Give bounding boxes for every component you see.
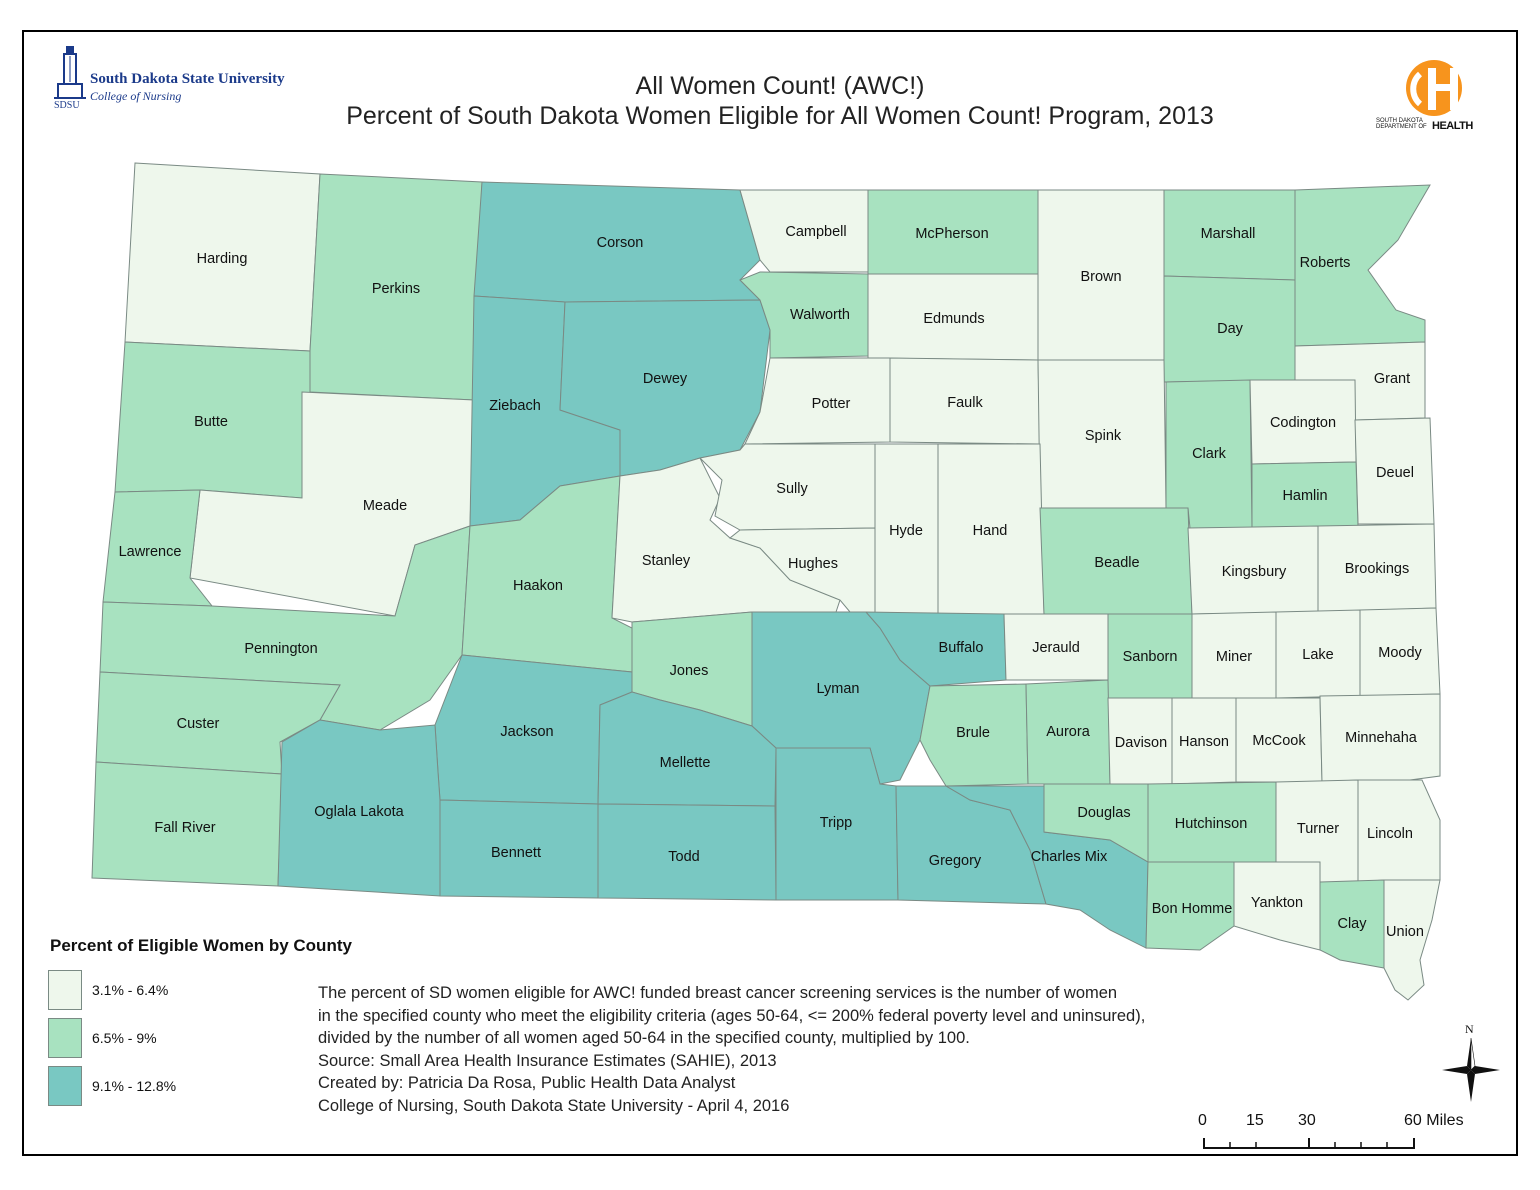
- author-line: Created by: Patricia Da Rosa, Public Health Data Analyst: [318, 1074, 736, 1092]
- county-label-sully: Sully: [776, 481, 808, 497]
- county-label-walworth: Walworth: [790, 307, 850, 323]
- note-line: in the specified county who meet the eligibility criteria (ages 50-64, <= 200% federal poverty level and uninsured),: [318, 1006, 1146, 1025]
- county-label-brown: Brown: [1080, 269, 1122, 285]
- county-label-gregory: Gregory: [928, 853, 982, 869]
- county-label-todd: Todd: [668, 849, 700, 865]
- county-label-jerauld: Jerauld: [1032, 640, 1080, 656]
- sdsu-college: College of Nursing: [90, 89, 182, 103]
- health-dept-text: SOUTH DAKOTA DEPARTMENT OF: [1376, 118, 1427, 130]
- note-line: The percent of SD women eligible for AWC! funded breast cancer screening services is the number of women: [318, 984, 1118, 1002]
- county-label-deuel: Deuel: [1376, 465, 1414, 481]
- methodology-note: [318, 982, 1318, 1117]
- note-line: divided by the number of all women aged 50-64 in the specified county, multiplied by 100.: [318, 1029, 970, 1047]
- county-label-jackson: Jackson: [500, 724, 554, 740]
- county-label-kingsbury: Kingsbury: [1221, 564, 1287, 580]
- county-label-perkins: Perkins: [371, 281, 421, 297]
- county-label-custer: Custer: [176, 716, 220, 732]
- county-label-pennington: Pennington: [244, 641, 318, 657]
- county-label-sanborn: Sanborn: [1122, 649, 1178, 665]
- county-label-douglas: Douglas: [1077, 805, 1131, 821]
- county-label-hamlin: Hamlin: [1282, 488, 1328, 504]
- county-label-hyde: Hyde: [889, 523, 923, 539]
- county-label-charles-mix: Charles Mix: [1030, 849, 1108, 865]
- county-label-union: Union: [1386, 924, 1424, 940]
- scale-tick-15: 15: [1246, 1112, 1264, 1129]
- county-label-bon-homme: Bon Homme: [1151, 901, 1233, 917]
- county-label-faulk: Faulk: [947, 395, 983, 411]
- county-label-day: Day: [1217, 321, 1243, 337]
- county-label-roberts: Roberts: [1299, 255, 1351, 271]
- county-label-buffalo: Buffalo: [938, 640, 984, 656]
- scale-bar-line: [1180, 1108, 1480, 1153]
- county-label-mellette: Mellette: [659, 755, 711, 771]
- north-label: N: [1465, 1022, 1474, 1036]
- county-label-beadle: Beadle: [1094, 555, 1140, 571]
- scale-tick-60: 60 Miles: [1404, 1112, 1464, 1129]
- county-label-ziebach: Ziebach: [489, 398, 541, 414]
- map-title: All Women Count! (AWC!): [635, 72, 925, 100]
- county-label-codington: Codington: [1269, 415, 1337, 431]
- legend-title: Percent of Eligible Women by County: [50, 936, 352, 955]
- county-label-clay: Clay: [1337, 916, 1367, 932]
- county-label-marshall: Marshall: [1200, 226, 1256, 242]
- county-label-haakon: Haakon: [513, 578, 563, 594]
- north-arrow: [1438, 1022, 1504, 1104]
- county-label-oglala-lakota: Oglala Lakota: [314, 804, 404, 820]
- map-subtitle: Percent of South Dakota Women Eligible for All Women Count! Program, 2013: [346, 102, 1214, 130]
- county-label-hutchinson: Hutchinson: [1174, 816, 1248, 832]
- county-label-fall-river: Fall River: [154, 820, 216, 836]
- county-label-clark: Clark: [1192, 446, 1226, 462]
- sdsu-abbr: SDSU: [54, 100, 80, 111]
- county-label-davison: Davison: [1114, 735, 1168, 751]
- institution-line: College of Nursing, South Dakota State University - April 4, 2016: [318, 1096, 790, 1115]
- county-label-harding: Harding: [196, 251, 248, 267]
- county-label-tripp: Tripp: [819, 815, 853, 831]
- county-label-mccook: McCook: [1252, 733, 1306, 749]
- county-label-meade: Meade: [362, 498, 408, 514]
- legend-swatch-low: [48, 970, 82, 1010]
- county-label-hanson: Hanson: [1179, 734, 1229, 750]
- county-label-bennett: Bennett: [491, 845, 541, 861]
- county-label-minnehaha: Minnehaha: [1345, 730, 1417, 746]
- county-label-grant: Grant: [1373, 371, 1411, 387]
- county-label-mcpherson: McPherson: [915, 226, 989, 242]
- health-text: HEALTH: [1432, 120, 1473, 132]
- scale-tick-0: 0: [1198, 1112, 1207, 1129]
- county-label-corson: Corson: [596, 235, 644, 251]
- legend-swatch-mid: [48, 1018, 82, 1058]
- legend-swatch-high: [48, 1066, 82, 1106]
- county-label-hand: Hand: [972, 523, 1008, 539]
- legend-label-high: 9.1% - 12.8%: [92, 1078, 177, 1094]
- county-label-jones: Jones: [669, 663, 709, 679]
- county-label-yankton: Yankton: [1250, 895, 1304, 911]
- county-label-dewey: Dewey: [642, 371, 688, 387]
- county-label-lincoln: Lincoln: [1367, 826, 1413, 842]
- county-label-hughes: Hughes: [788, 556, 838, 572]
- county-label-turner: Turner: [1296, 821, 1340, 837]
- county-label-brule: Brule: [956, 725, 990, 741]
- county-label-spink: Spink: [1084, 428, 1122, 444]
- county-label-lawrence: Lawrence: [118, 544, 182, 560]
- legend-item-mid: [48, 1018, 298, 1060]
- county-union: [1384, 880, 1440, 1000]
- compass-icon: [1438, 1022, 1504, 1104]
- legend-item-low: [48, 970, 298, 1012]
- county-label-brookings: Brookings: [1344, 561, 1410, 577]
- legend-item-high: [48, 1066, 298, 1108]
- legend-label-mid: 6.5% - 9%: [92, 1030, 157, 1046]
- scale-tick-30: 30: [1298, 1112, 1316, 1129]
- county-label-lyman: Lyman: [816, 681, 860, 697]
- source-line: Source: Small Area Health Insurance Estimates (SAHIE), 2013: [318, 1051, 777, 1070]
- county-label-moody: Moody: [1378, 645, 1422, 661]
- county-label-stanley: Stanley: [641, 553, 691, 569]
- county-label-potter: Potter: [811, 396, 851, 412]
- county-label-aurora: Aurora: [1046, 724, 1090, 740]
- county-label-campbell: Campbell: [785, 224, 847, 240]
- county-label-butte: Butte: [194, 414, 228, 430]
- county-label-lake: Lake: [1302, 647, 1334, 663]
- county-label-miner: Miner: [1215, 649, 1253, 665]
- scale-bar: [1180, 1108, 1480, 1153]
- county-label-edmunds: Edmunds: [923, 311, 985, 327]
- sdsu-name: South Dakota State University: [90, 71, 285, 87]
- legend-label-low: 3.1% - 6.4%: [92, 982, 169, 998]
